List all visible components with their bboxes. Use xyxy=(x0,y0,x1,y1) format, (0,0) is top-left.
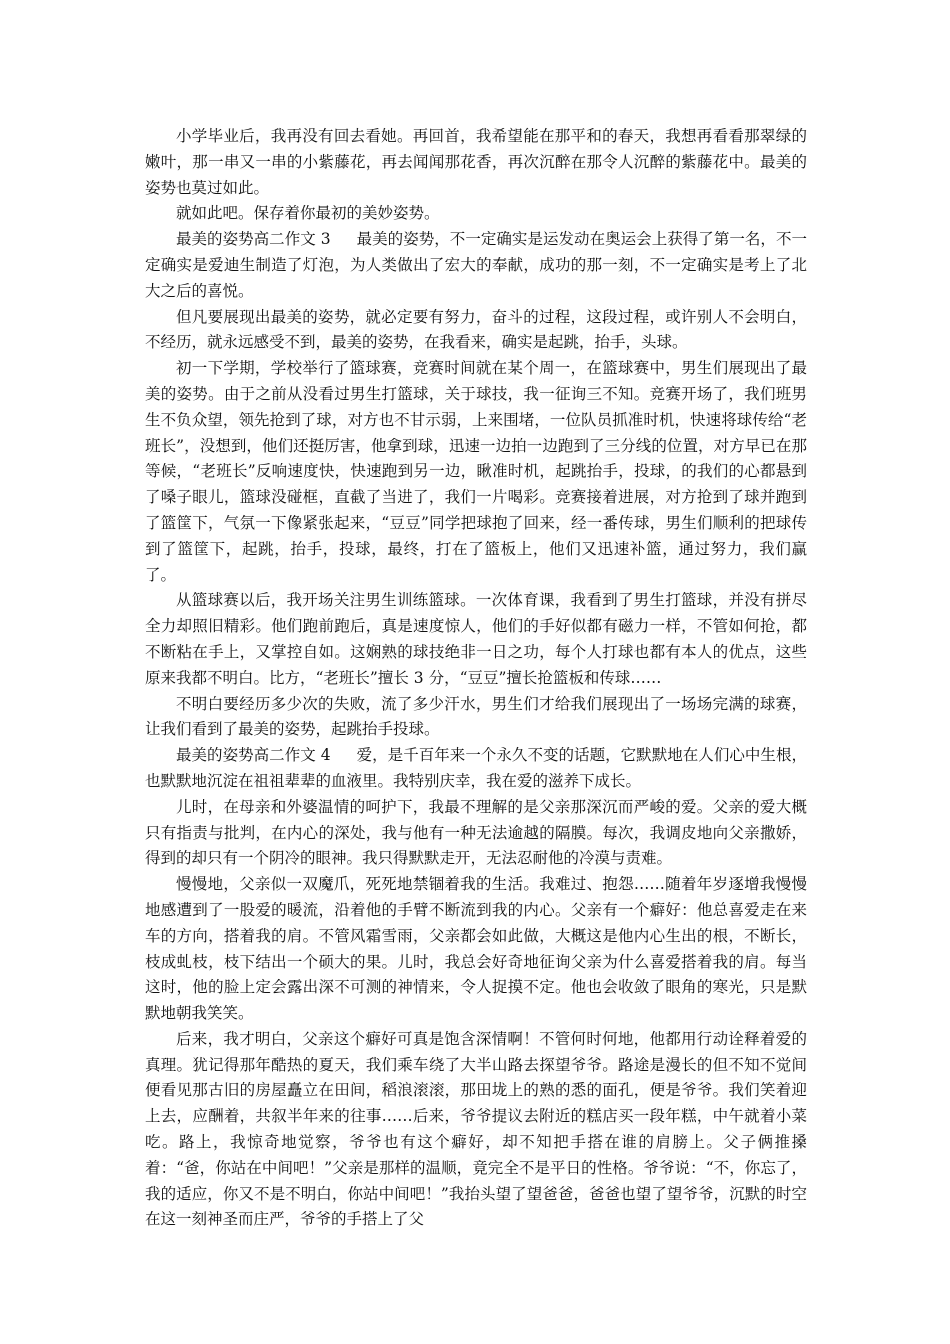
paragraph-3 xyxy=(145,227,807,304)
paragraph-text: 但凡要展现出最美的姿势，就必定要有努力，奋斗的过程，这段过程，或许别人不会明白，不经历，就永远感受不到，最美的姿势，在我看来，确实是起跳，抬手，头球。 xyxy=(145,307,807,352)
paragraph-text: 就如此吧。保存着你最初的美妙姿势。 xyxy=(176,204,440,223)
section-heading: 最美的姿势高二作文 4 xyxy=(176,746,331,765)
paragraph-text: 后来，我才明白，父亲这个癖好可真是饱含深情啊！不管何时何地，他都用行动诠释着爱的真理。犹记得那年酷热的夏天，我们乘车绕了大半山路去探望爷爷。路途是漫长的但不知不觉间便看见那古旧的房屋矗立在田间，稻浪滚滚，那田垅上的熟的悉的面孔，便是爷爷。我们笑着迎上去，应酬着，共叙半年来的往事……后来，爷爷提议去附近的糕店买一段年糕，中午就着小菜吃。路上，我惊奇地觉察，爷爷也有这个癖好，却不知把手搭在谁的肩膀上。父子俩推搡着：“爸，你站在中间吧！”父亲是那样的温顺，竟完全不是平日的性格。爷爷说：“不，你忘了，我的适应，你又不是不明白，你站中间吧！”我抬头望了望爸爸，爸爸也望了望爷爷，沉默的时空在这一刻神圣而庄严，爷爷的手搭上了父 xyxy=(145,1029,807,1229)
paragraph-5 xyxy=(145,356,807,588)
paragraph-4 xyxy=(145,305,807,357)
paragraph-6 xyxy=(145,588,807,691)
document-page xyxy=(145,124,807,1233)
paragraph-text: 小学毕业后，我再没有回去看她。再回首，我希望能在那平和的春天，我想再看看那翠绿的嫩叶，那一串又一串的小紫藤花，再去闻闻那花香，再次沉醉在那令人沉醉的紫藤花中。最美的姿势也莫过如此。 xyxy=(145,127,807,197)
paragraph-10 xyxy=(145,872,807,1027)
paragraph-8 xyxy=(145,743,807,795)
paragraph-2 xyxy=(145,201,807,227)
paragraph-text: 不明白要经历多少次的失败，流了多少汗水，男生们才给我们展现出了一场场完满的球赛，让我们看到了最美的姿势，起跳抬手投球。 xyxy=(145,694,807,739)
paragraph-text: 从篮球赛以后，我开场关注男生训练篮球。一次体育课，我看到了男生打篮球，并没有拼尽全力却照旧精彩。他们跑前跑后，真是速度惊人，他们的手好似都有磁力一样，不管如何抢，都不断粘在手上，又掌控自如。这娴熟的球技绝非一日之功，每个人打球也都有本人的优点，这些原来我都不明白。比方，“老班长”擅长 3 分，“豆豆”擅长抢篮板和传球…… xyxy=(145,591,807,687)
paragraph-text: 慢慢地，父亲似一双魔爪，死死地禁锢着我的生活。我难过、抱怨……随着年岁逐增我慢慢地感遭到了一股爱的暖流，沿着他的手臂不断流到我的内心。父亲有一个癖好：他总喜爱走在来车的方向，搭着我的肩。不管风霜雪雨，父亲都会如此做，大概这是他内心生出的根，不断长，枝成虬枝，枝下结出一个硕大的果。儿时，我总会好奇地征询父亲为什么喜爱搭着我的肩。每当这时，他的脸上定会露出深不可测的神情来，令人捉摸不定。他也会收敛了眼角的寒光，只是默默地朝我笑笑。 xyxy=(145,875,807,1023)
paragraph-7 xyxy=(145,692,807,744)
section-heading: 最美的姿势高二作文 3 xyxy=(176,230,331,249)
paragraph-11 xyxy=(145,1027,807,1233)
paragraph-text: 初一下学期，学校举行了篮球赛，竞赛时间就在某个周一，在篮球赛中，男生们展现出了最美的姿势。由于之前从没看过男生打篮球，关于球技，我一征询三不知。竞赛开场了，我们班男生不负众望，领先抢到了球，对方也不甘示弱，上来围堵，一位队员抓准时机，快速将球传给“老班长”，没想到，他们还挺厉害，他拿到球，迅速一边拍一边跑到了三分线的位置，对方早已在那等候，“老班长”反响速度快，快速跑到另一边，瞅准时机，起跳抬手，投球，的我们的心都悬到了嗓子眼儿，篮球没碰框，直截了当进了，我们一片喝彩。竞赛接着进展，对方抢到了球并跑到了篮筐下，气氛一下像紧张起来，“豆豆”同学把球抱了回来，经一番传球，男生们顺利的把球传到了篮筐下，起跳，抬手，投球，最终，打在了篮板上，他们又迅速补篮，通过努力，我们赢了。 xyxy=(145,359,807,584)
paragraph-9 xyxy=(145,795,807,872)
paragraph-text: 最美的姿势，不一定确实是运发动在奥运会上获得了第一名，不一定确实是爱迪生制造了灯泡，为人类做出了宏大的奉献，成功的那一刻，不一定确实是考上了北大之后的喜悦。 xyxy=(145,230,807,300)
paragraph-1 xyxy=(145,124,807,201)
paragraph-text: 爱，是千百年来一个永久不变的话题，它默默地在人们心中生根，也默默地沉淀在祖祖辈辈的血液里。我特别庆幸，我在爱的滋养下成长。 xyxy=(145,746,807,790)
paragraph-text: 儿时，在母亲和外婆温情的呵护下，我最不理解的是父亲那深沉而严峻的爱。父亲的爱大概只有指责与批判，在内心的深处，我与他有一种无法逾越的隔膜。每次，我调皮地向父亲撒娇，得到的却只有一个阴冷的眼神。我只得默默走开，无法忍耐他的冷漠与责难。 xyxy=(145,797,807,868)
